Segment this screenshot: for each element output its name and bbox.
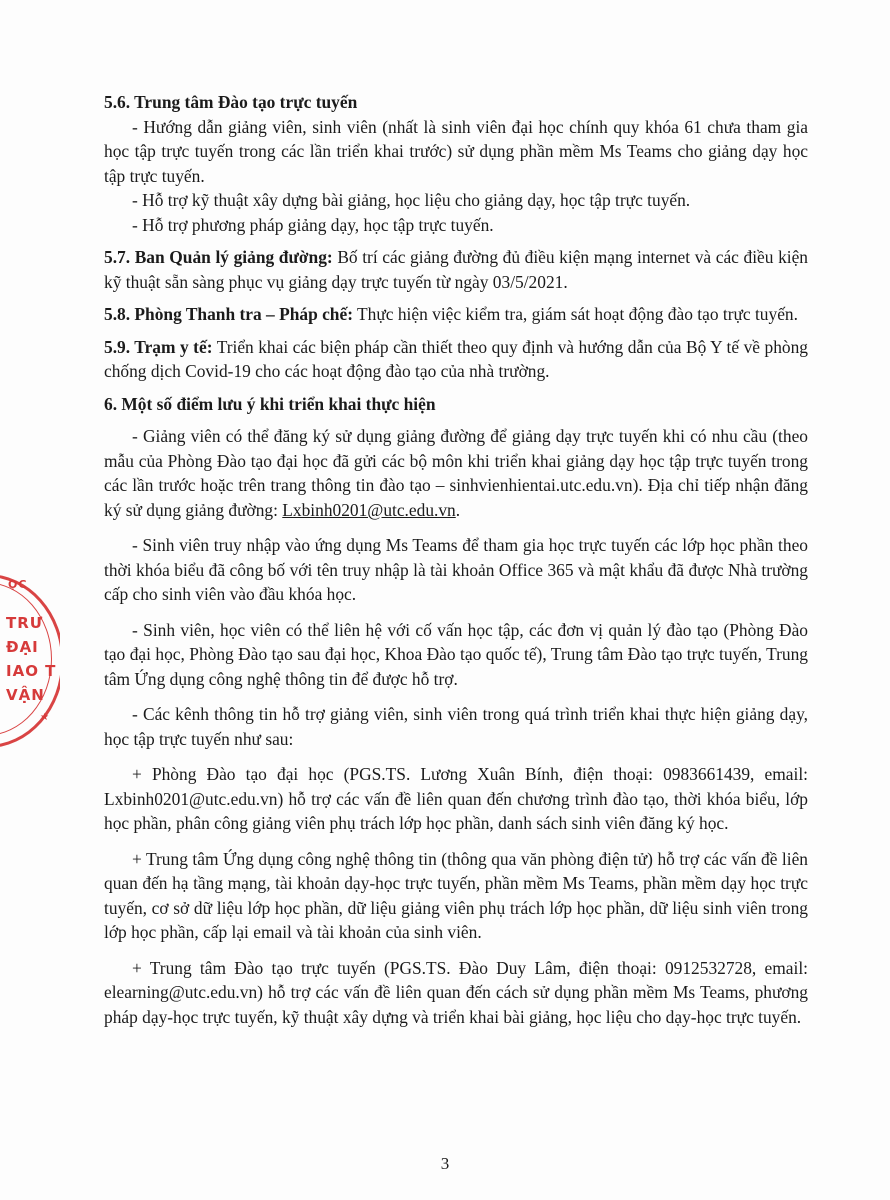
section-5-8-label: 5.8. Phòng Thanh tra – Pháp chế:	[104, 304, 353, 324]
section-5-6-item-2: - Hỗ trợ kỹ thuật xây dựng bài giảng, học liệu cho giảng dạy, học tập trực tuyến.	[132, 190, 691, 210]
section-5-8	[104, 302, 808, 327]
section-6-para-1-text: - Giảng viên có thể đăng ký sử dụng giảng đường để giảng dạy trực tuyến khi có nhu cầu (theo mẫu của Phòng Đào tạo đại học đã gửi các bộ môn khi triển khai giảng dạy học tập trực tuyến trong các lần trước hoặc trên trang thông tin đào tạo – sinhvienhientai.utc.edu.vn). Địa chỉ tiếp nhận đăng ký sử dụng giảng đường:	[104, 426, 808, 520]
section-5-9-text: Triển khai các biện pháp cần thiết theo quy định và hướng dẫn của Bộ Y tế về phòng chống dịch Covid-19 cho các hoạt động đào tạo của nhà trường.	[104, 336, 808, 381]
section-5-7	[104, 245, 808, 294]
section-6-para-5: + Phòng Đào tạo đại học (PGS.TS. Lương Xuân Bính, điện thoại: 0983661439, email: Lxbinh0201@utc.edu.vn) hỗ trợ các vấn đề liên quan đến chương trình đào tạo, thời khóa biểu, lớp học phần, phân công giảng viên phụ trách lớp học phần, danh sách sinh viên đăng ký học.	[104, 764, 808, 833]
section-5-7-label: 5.7. Ban Quản lý giảng đường:	[104, 247, 333, 267]
section-5-6-title: 5.6. Trung tâm Đào tạo trực tuyến	[104, 92, 358, 112]
section-6-para-1	[104, 424, 808, 522]
seal-text-line-5: VẬN	[6, 686, 45, 704]
section-5-7-text: Bố trí các giảng đường đủ điều kiện mạng internet và các điều kiện kỹ thuật sẵn sàng phục vụ giảng dạy trực tuyến từ ngày 03/5/2021.	[104, 247, 809, 292]
seal-text-line-1: ỌC	[8, 578, 28, 591]
seal-text-line-3: ĐẠI	[6, 638, 39, 656]
section-5-8-text: Thực hiện việc kiểm tra, giám sát hoạt động đào tạo trực tuyến.	[353, 304, 798, 324]
section-5-6-item-1: - Hướng dẫn giảng viên, sinh viên (nhất là sinh viên đại học chính quy khóa 61 chưa tham gia học tập trực tuyến trong các lần triển khai trước) sử dụng phần mềm Ms Teams cho giảng dạy học tập trực tuyến.	[104, 116, 808, 186]
section-6-para-7: + Trung tâm Đào tạo trực tuyến (PGS.TS. Đào Duy Lâm, điện thoại: 0912532728, email: elearning@utc.edu.vn) hỗ trợ các vấn đề liên quan đến cách sử dụng phần mềm Ms Teams, phương pháp dạy-học trực tuyến, kỹ thuật xây dựng và triển khai bài giảng, học liệu cho dạy-học trực tuyến.	[104, 957, 808, 1027]
red-seal-stamp	[0, 572, 60, 748]
seal-text-line-4: IAO T	[6, 662, 57, 680]
seal-text-line-2: TRƯ	[6, 614, 44, 632]
section-6-para-1-end: .	[455, 499, 461, 520]
registration-email-link[interactable]: Lxbinh0201@utc.edu.vn	[282, 499, 456, 520]
section-6-para-6: + Trung tâm Ứng dụng công nghệ thông tin (thông qua văn phòng điện tử) hỗ trợ các vấn đề liên quan đến hạ tầng mạng, tài khoản dạy-học trực tuyến, phần mềm Ms Teams, phần mềm dạy học trực tuyến, cơ sở dữ liệu lớp học phần, dữ liệu giảng viên phụ trách lớp học phần, dữ liệu sinh viên trong lớp học phần, cấp lại email và tài khoản của sinh viên.	[104, 848, 808, 942]
section-6-para-3: - Sinh viên, học viên có thể liên hệ với cố vấn học tập, các đơn vị quản lý đào tạo (Phòng Đào tạo đại học, Phòng Đào tạo sau đại học, Khoa Đào tạo quốc tế), Trung tâm Đào tạo trực tuyến, Trung tâm Ứng dụng công nghệ thông tin để được hỗ trợ.	[104, 619, 808, 689]
seal-star-icon: ★	[40, 712, 49, 723]
document-body	[104, 90, 808, 1029]
section-5-9-label: 5.9. Trạm y tế:	[104, 336, 213, 357]
page-number: 3	[440, 1154, 450, 1173]
section-5-9	[104, 335, 808, 384]
section-6-title: 6. Một số điểm lưu ý khi triển khai thực hiện	[104, 393, 436, 414]
section-6-para-2: - Sinh viên truy nhập vào ứng dụng Ms Teams để tham gia học trực tuyến các lớp học phần theo thời khóa biểu đã công bố với tên truy nhập là tài khoản Office 365 và mật khẩu đã được Nhà trường cấp cho sinh viên vào đầu khóa học.	[104, 535, 808, 604]
section-6-para-4: - Các kênh thông tin hỗ trợ giảng viên, sinh viên trong quá trình triển khai thực hiện giảng dạy, học tập trực tuyến như sau:	[104, 704, 808, 749]
section-5-6-item-3: - Hỗ trợ phương pháp giảng dạy, học tập trực tuyến.	[132, 214, 494, 235]
